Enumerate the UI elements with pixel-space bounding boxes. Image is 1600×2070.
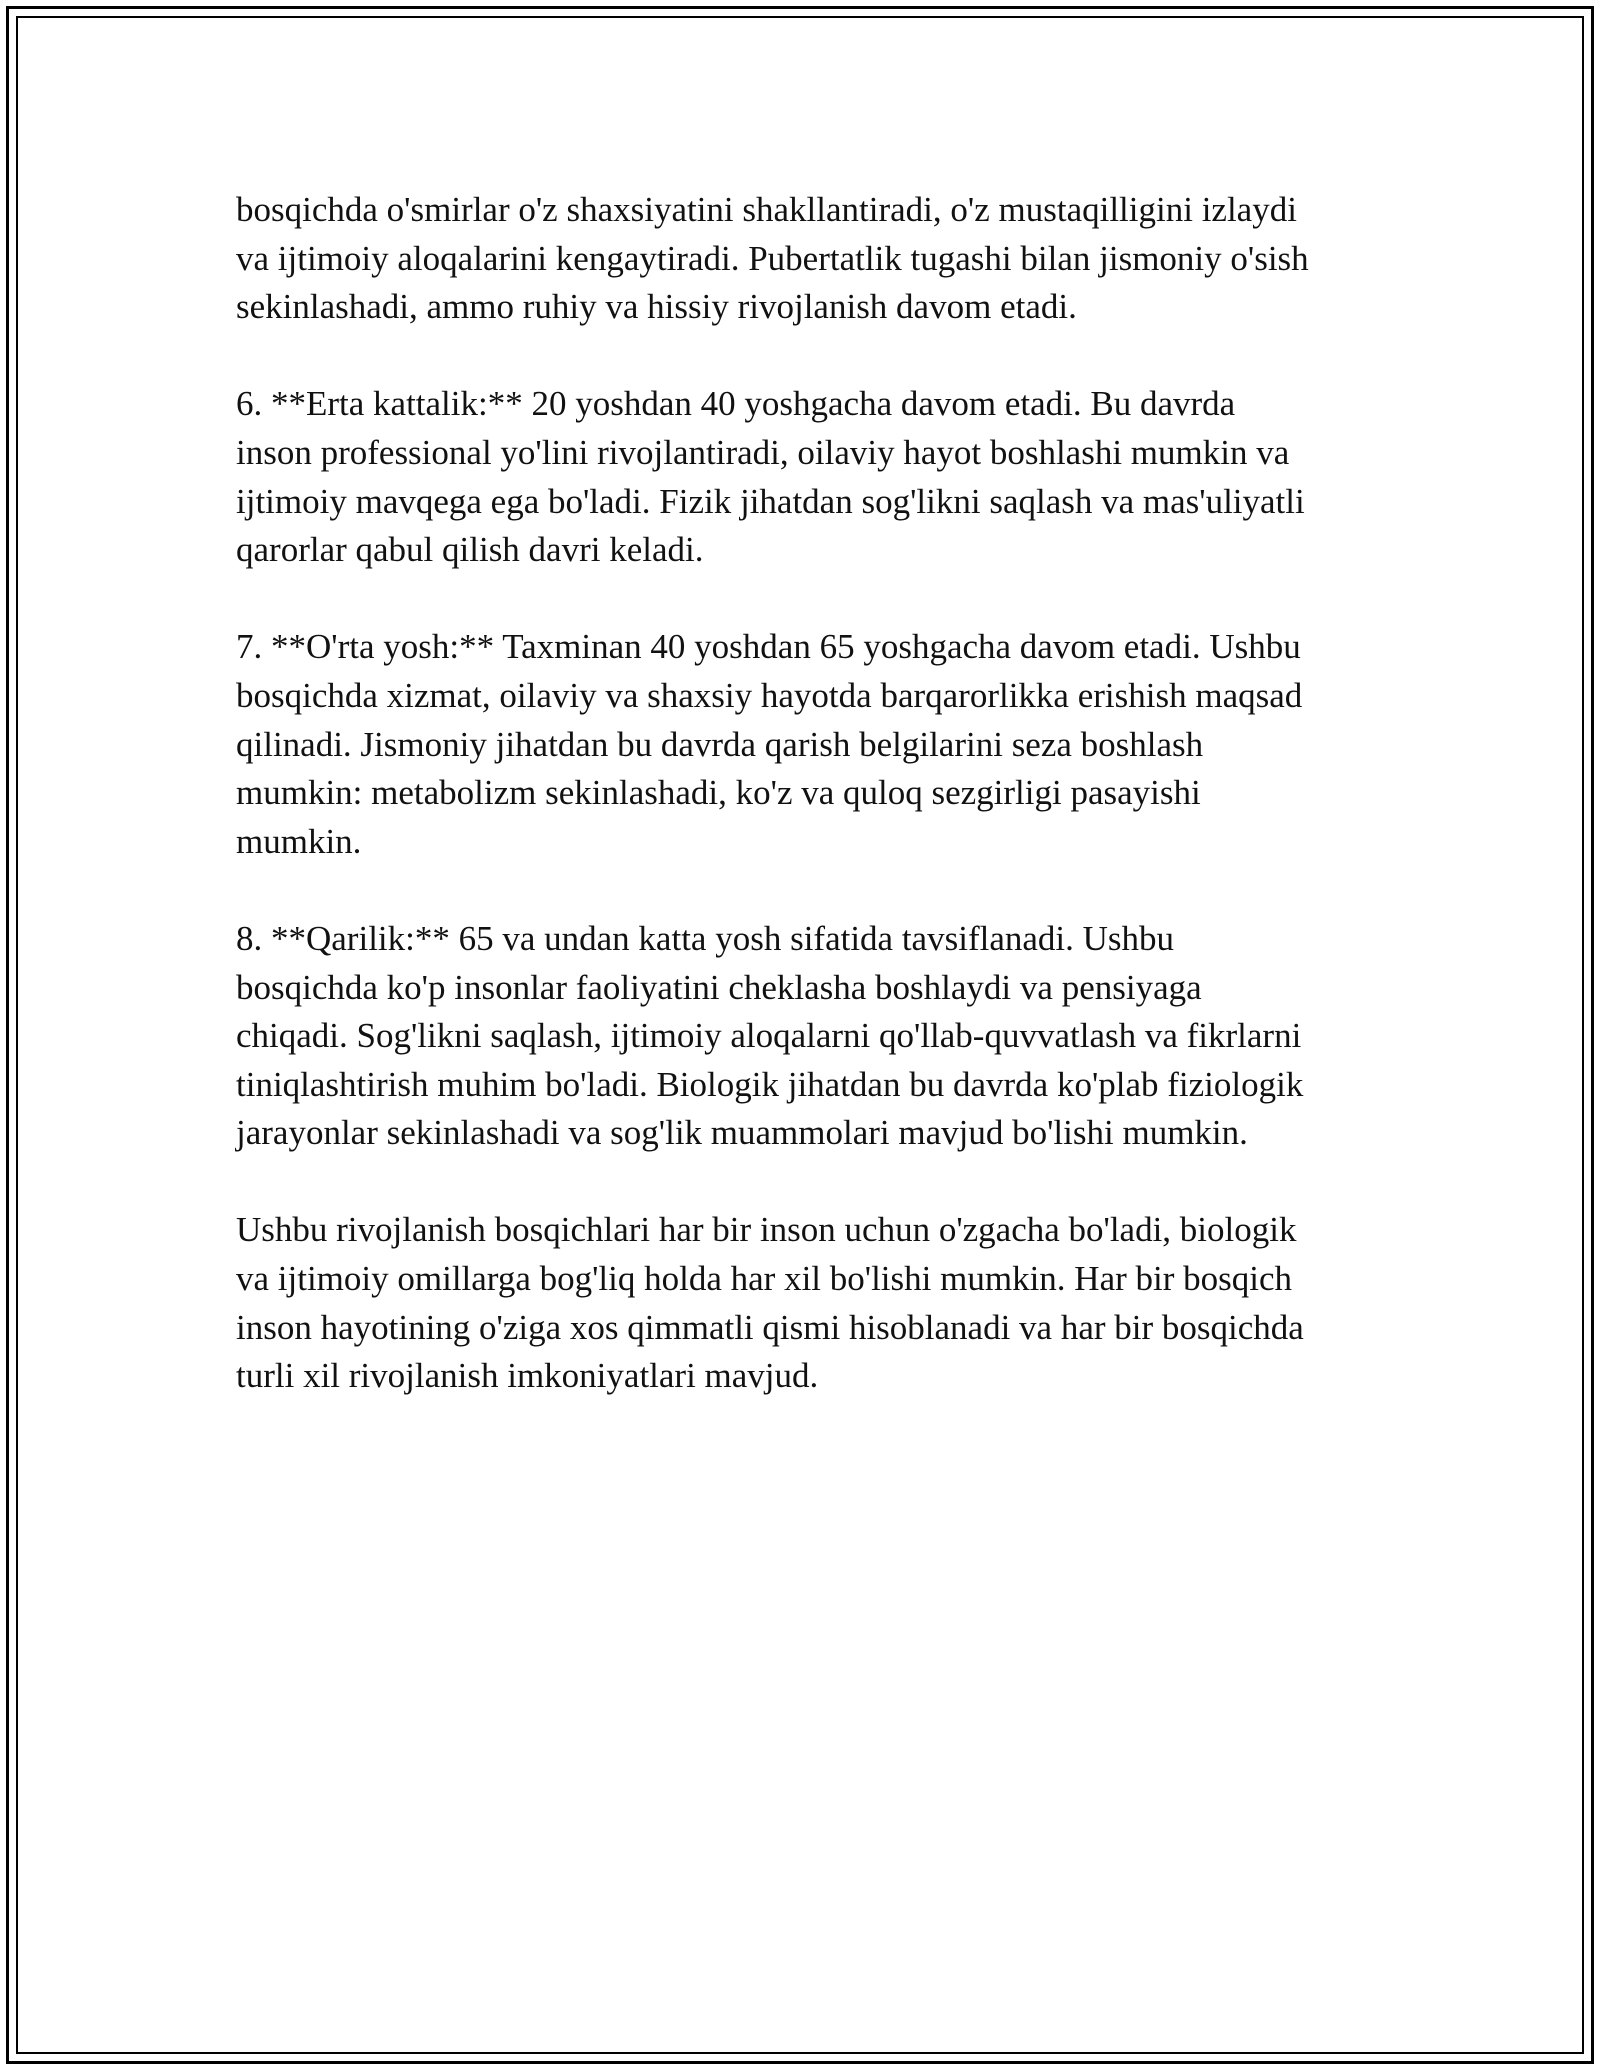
document-body	[236, 186, 1376, 1449]
text-line: inson professional yo'lini rivojlantiradi, oilaviy hayot boshlashi mumkin va	[236, 432, 1290, 472]
text-line: 7. **O'rta yosh:** Taxminan 40 yoshdan 65 yoshgacha davom etadi. Ushbu	[236, 627, 1301, 667]
text-line: mumkin: metabolizm sekinlashadi, ko'z va quloq sezgirligi pasayishi	[236, 773, 1201, 813]
text-line: inson hayotining o'ziga xos qimmatli qismi hisoblanadi va har bir bosqichda	[236, 1307, 1304, 1347]
text-line: va ijtimoiy omillarga bog'liq holda har xil bo'lishi mumkin. Har bir bosqich	[236, 1259, 1293, 1299]
text-line: bosqichda xizmat, oilaviy va shaxsiy hayotda barqarorlikka erishish maqsad	[236, 675, 1303, 715]
text-line: qilinadi. Jismoniy jihatdan bu davrda qarish belgilarini seza boshlash	[236, 724, 1204, 764]
text-line: qarorlar qabul qilish davri keladi.	[236, 530, 704, 570]
text-line: bosqichda o'smirlar o'z shaxsiyatini shakllantiradi, o'z mustaqilligini izlaydi	[236, 190, 1297, 229]
paragraph-early-adulthood	[236, 380, 1376, 574]
text-line: jarayonlar sekinlashadi va sog'lik muammolari mavjud bo'lishi mumkin.	[236, 1113, 1248, 1153]
text-line: 6. **Erta kattalik:** 20 yoshdan 40 yoshgacha davom etadi. Bu davrda	[236, 384, 1236, 424]
text-line: 8. **Qarilik:** 65 va undan katta yosh sifatida tavsiflanadi. Ushbu	[236, 918, 1175, 958]
text-line: chiqadi. Sog'likni saqlash, ijtimoiy aloqalarni qo'llab-quvvatlash va fikrlarni	[236, 1016, 1302, 1056]
text-line: Ushbu rivojlanish bosqichlari har bir inson uchun o'zgacha bo'ladi, biologik	[236, 1210, 1297, 1250]
paragraph-old-age	[236, 915, 1376, 1158]
text-line: ijtimoiy mavqega ega bo'ladi. Fizik jihatdan sog'likni saqlash va mas'uliyatli	[236, 481, 1305, 521]
text-line: turli xil rivojlanish imkoniyatlari mavjud.	[236, 1356, 819, 1396]
text-line: sekinlashadi, ammo ruhiy va hissiy rivojlanish davom etadi.	[236, 287, 1077, 327]
text-line: va ijtimoiy aloqalarini kengaytiradi. Pubertatlik tugashi bilan jismoniy o'sish	[236, 238, 1309, 278]
paragraph-middle-age	[236, 623, 1376, 866]
text-line: bosqichda ko'p insonlar faoliyatini cheklasha boshlaydi va pensiyaga	[236, 967, 1202, 1007]
text-line: mumkin.	[236, 821, 362, 861]
paragraph-adolescence	[236, 186, 1376, 332]
paragraph-conclusion	[236, 1206, 1376, 1400]
text-line: tiniqlashtirish muhim bo'ladi. Biologik jihatdan bu davrda ko'plab fiziologik	[236, 1064, 1304, 1104]
